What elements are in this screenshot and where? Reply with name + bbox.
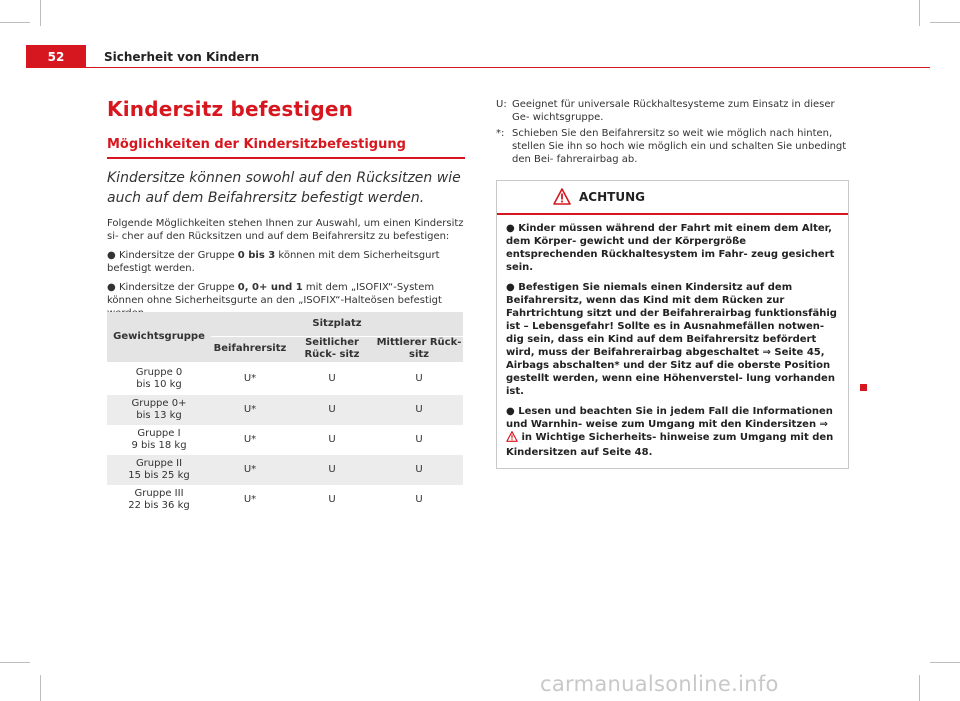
crop-mark (930, 662, 960, 663)
table-row (107, 362, 463, 395)
crop-mark (919, 675, 920, 701)
footnote-key: U: (496, 99, 507, 110)
warning-item: ● Befestigen Sie niemals einen Kindersitz auf dem Beifahrersitz, wenn das Kind mit dem Rücken zur Fahrtrichtung sitzt und der Beifahrerairbag funktionsfähig ist – Lebensgefahr! Sollte es in Ausnahmefällen notwen- dig sein, dass ein Kind auf dem Beifahrersitz befördert wird, muss der Beifahrerairbag abgeschaltet ⇒ Seite 45, Airbags abschalten* und der Sitz auf die oberste Position gestellt werden, wenn eine Höhenverstel- lung vorhanden ist. (506, 282, 837, 397)
table-cell: U (328, 434, 336, 445)
footnote (496, 98, 848, 124)
weight-group-cell: Gruppe 0 bis 10 kg (135, 366, 183, 390)
table-cell: U (415, 464, 423, 475)
warning-header (497, 181, 848, 215)
table-row (107, 395, 463, 425)
table-cell: U (415, 494, 423, 505)
bullet-icon: ● (506, 406, 519, 417)
footnote (496, 127, 848, 166)
weight-group-cell: Gruppe 0+ bis 13 kg (131, 398, 187, 421)
end-marker (860, 384, 867, 391)
footnote-key: *: (496, 128, 505, 139)
table-cell: U (328, 372, 336, 384)
table-cell: U* (243, 404, 257, 415)
weight-group-cell: Gruppe I 9 bis 18 kg (131, 428, 187, 451)
header-weight-group: Gewichtsgruppe (113, 331, 205, 342)
bullet-icon: ● (506, 223, 519, 234)
crop-mark (919, 0, 920, 26)
header-outer-rear-seat: Seitlicher Rück- sitz (304, 337, 360, 360)
left-column (107, 96, 465, 320)
section-title: Sicherheit von Kindern (104, 49, 260, 64)
table-cell: U* (243, 464, 257, 475)
warning-box (496, 180, 849, 469)
table-cell: U (415, 404, 423, 415)
header-rule (86, 67, 930, 68)
intro-paragraph: Folgende Möglichkeiten stehen Ihnen zur Auswahl, um einen Kindersitz si- cher auf den Rücksitzen und auf dem Beifahrersitz zu befestigen: (107, 218, 464, 242)
table-row (107, 455, 463, 485)
table-row (107, 485, 463, 515)
crop-mark (0, 662, 30, 663)
footnote-text: Geeignet für universale Rückhaltesysteme zum Einsatz in dieser Ge- wichtsgruppe. (512, 99, 835, 123)
crop-mark (0, 22, 30, 23)
footnotes (496, 98, 848, 169)
warning-item: ● Kinder müssen während der Fahrt mit einem dem Alter, dem Körper- gewicht und der Körpergröße entsprechenden Rückhaltesystem im Fahr- zeug gesichert sein. (506, 223, 835, 273)
section-subtitle: Möglichkeiten der Kindersitzbefestigung (107, 137, 406, 152)
table-header (107, 312, 463, 362)
bullet-icon: ● (107, 250, 116, 261)
table-cell: U (415, 434, 423, 445)
weight-group-cell: Gruppe III 22 bis 36 kg (128, 488, 190, 511)
page-number: 52 (26, 45, 86, 68)
table-cell: U (328, 494, 336, 505)
table-cell: U* (243, 434, 257, 445)
table-cell: U* (243, 494, 257, 505)
warning-label: ACHTUNG (579, 190, 645, 204)
table-row (107, 425, 463, 455)
footnote-text: Schieben Sie den Beifahrersitz so weit wie möglich nach hinten, stellen Sie ihn so hoch wie möglich ein und schalten Sie unbedingt den Bei- fahrerairbag ab. (512, 128, 847, 165)
table-cell: U (328, 404, 336, 415)
child-seat-table (107, 312, 463, 515)
header-passenger-seat: Beifahrersitz (213, 343, 287, 354)
inline-warning-icon[interactable] (506, 431, 518, 446)
list-item: ● Kindersitze der Gruppe 0, 0+ und 1 mit dem „ISOFIX“-System können ohne Sicherheitsgurte an den „ISOFIX“-Halteösen befestigt (107, 282, 442, 306)
table-cell: U (415, 372, 423, 384)
page-title: Kindersitz befestigen (107, 97, 354, 121)
warning-item: ● Lesen und beachten Sie in jedem Fall die Informationen und Warnhin- weise zum Umgang mit den Kindersitzen ⇒ in Wichtige Sicherheits- hinweise zum Umgang mit den Kindersitzen auf Seite 48. (506, 406, 834, 458)
subtitle-rule (107, 157, 465, 159)
crop-mark (930, 22, 960, 23)
warning-triangle-icon (553, 188, 571, 209)
crop-mark (40, 675, 41, 701)
bullet-icon: ● (107, 282, 116, 293)
table-cell: U (328, 464, 336, 475)
list-item: ● Kindersitze der Gruppe 0 bis 3 können mit dem Sicherheitsgurt befestigt werden. (107, 250, 440, 274)
bullet-icon: ● (506, 282, 519, 293)
weight-group-cell: Gruppe II 15 bis 25 kg (128, 458, 190, 481)
crop-mark (40, 0, 41, 26)
warning-body (497, 215, 848, 468)
header-middle-rear-seat: Mittlerer Rück- sitz (376, 337, 462, 360)
header-seat: Sitzplatz (211, 312, 463, 337)
lead-text: Kindersitze können sowohl auf den Rücksitzen wie auch auf dem Beifahrersitz befestigt werden. (107, 170, 461, 206)
table-cell: U* (243, 372, 257, 384)
watermark: carmanualsonline.info (540, 672, 779, 696)
